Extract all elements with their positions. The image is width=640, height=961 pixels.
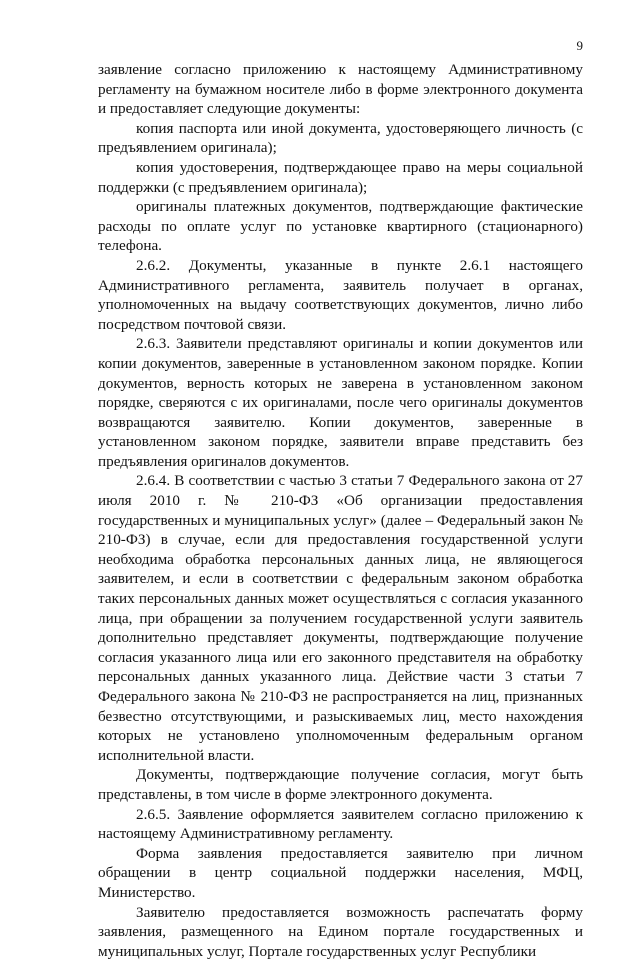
paragraph-application-documents: заявление согласно приложению к настоящему Административному регламенту на бумажном носителе либо в форме электронного документа и предоставляет следующие документы: xyxy=(98,61,583,118)
paragraph-2-6-5: 2.6.5. Заявление оформляется заявителем согласно приложению к настоящему Административному регламенту. xyxy=(98,805,583,843)
paragraph-consent-documents: Документы, подтверждающие получение согласия, могут быть представлены, в том числе в форме электронного документа. xyxy=(98,766,583,803)
paragraph-2-6-4: 2.6.4. В соответствии с частью 3 статьи 7 Федерального закона от 27 июля 2010 г. № 210-ФЗ «Об организации предоставления государственных и муниципальных услуг» (далее – Федеральный закон № 210-ФЗ) в случае, если для предоставления государственной услуги необходима обработка персональных данных лица, не являющегося заявителем, и если в соответствии с федеральным законом обработка таких персональных данных может осуществляться с согласия указанного лица, при обращении за получением государственной услуги заявитель дополнительно представляет документы, подтверждающие получение согласия указанного лица или его законного представителя на обработку персональных данных указанного лица. Действие части 3 статьи 7 Федерального закона № 210-ФЗ не распространяется на лиц, признанных безвестно отсутствующими, и разыскиваемых лиц, место нахождения которых не установлено уполномоченным федеральным органом исполнительной власти. xyxy=(98,472,583,764)
paragraph-form-provision: Форма заявления предоставляется заявителю при личном обращении в центр социальной поддержки населения, МФЦ, Министерство. xyxy=(98,844,583,901)
paragraph-print-form: Заявителю предоставляется возможность распечатать форму заявления, размещенного на Едином портале государственных и муниципальных услуг, Портале государственных услуг Республики xyxy=(98,903,583,960)
page-number: 9 xyxy=(576,38,583,53)
document-body xyxy=(98,60,583,961)
paragraph-2-6-2: 2.6.2. Документы, указанные в пункте 2.6.1 настоящего Административного регламента, заявитель получает в органах, уполномоченных на выдачу соответствующих документов, лично либо посредством почтовой связи. xyxy=(98,256,583,333)
paragraph-2-6-3: 2.6.3. Заявители представляют оригиналы и копии документов или копии документов, заверенные в установленном законом порядке. Копии документов, верность которых не заверена в установленном законом порядке, сверяются с их оригиналами, после чего оригиналы документов возвращаются заявителю. Копии документов, заверенные в установленном законом порядке, заявители вправе представить без предъявления оригиналов документов. xyxy=(98,335,583,470)
paragraph-payment-documents: оригиналы платежных документов, подтверждающие фактические расходы по оплате услуг по установке квартирного (стационарного) телефона. xyxy=(98,198,583,255)
paragraph-passport-copy: копия паспорта или иной документа, удостоверяющего личность (с предъявлением оригинала); xyxy=(98,119,583,157)
paragraph-certificate-copy: копия удостоверения, подтверждающее право на меры социальной поддержки (с предъявлением оригинала); xyxy=(98,158,583,196)
